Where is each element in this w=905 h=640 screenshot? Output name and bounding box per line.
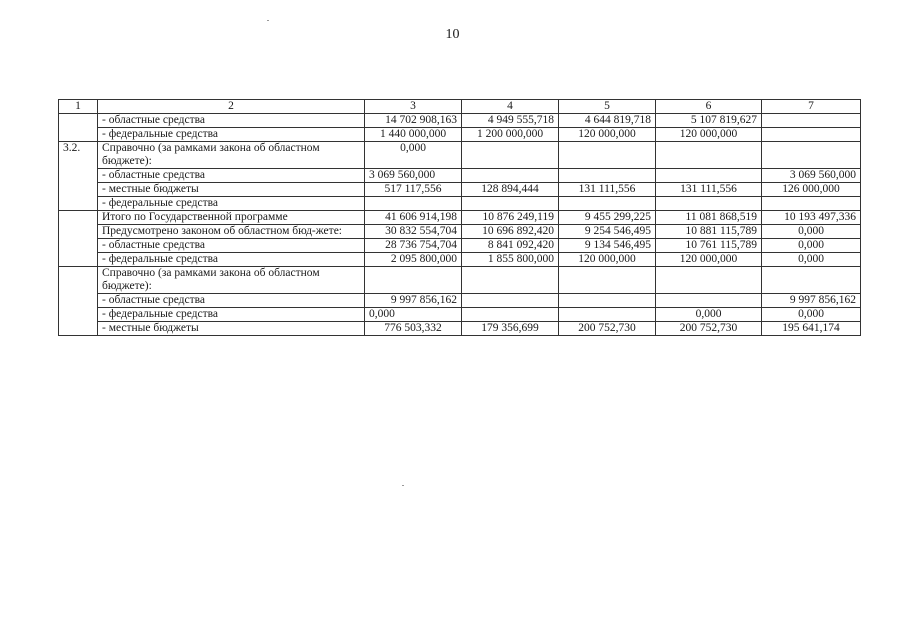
cell-c7: 0,000 bbox=[762, 225, 861, 239]
row-label: Предусмотрено законом об областном бюд-жете: bbox=[98, 225, 365, 239]
cell-c5: 9 134 546,495 bbox=[559, 239, 656, 253]
cell-c4: 128 894,444 bbox=[462, 183, 559, 197]
header-cell-6: 6 bbox=[656, 100, 762, 114]
cell-c4: 4 949 555,718 bbox=[462, 114, 559, 128]
cell-c3: 14 702 908,163 bbox=[365, 114, 462, 128]
table-row bbox=[59, 211, 861, 225]
header-cell-2: 2 bbox=[98, 100, 365, 114]
cell-c4 bbox=[462, 142, 559, 169]
budget-table bbox=[58, 99, 861, 336]
table-row bbox=[59, 253, 861, 267]
cell-c6: 10 761 115,789 bbox=[656, 239, 762, 253]
table-row bbox=[59, 322, 861, 336]
cell-c4: 8 841 092,420 bbox=[462, 239, 559, 253]
header-cell-5: 5 bbox=[559, 100, 656, 114]
table-row bbox=[59, 267, 861, 294]
cell-c5: 120 000,000 bbox=[559, 128, 656, 142]
cell-c5 bbox=[559, 197, 656, 211]
cell-c5: 131 111,556 bbox=[559, 183, 656, 197]
cell-c4: 1 855 800,000 bbox=[462, 253, 559, 267]
cell-c7: 0,000 bbox=[762, 239, 861, 253]
cell-c7: 3 069 560,000 bbox=[762, 169, 861, 183]
cell-c5: 4 644 819,718 bbox=[559, 114, 656, 128]
page-number: 10 bbox=[445, 27, 460, 42]
cell-c6: 5 107 819,627 bbox=[656, 114, 762, 128]
header-cell-1: 1 bbox=[59, 100, 98, 114]
table-header-row bbox=[59, 100, 861, 114]
row-label: - федеральные средства bbox=[98, 128, 365, 142]
row-label: - областные средства bbox=[98, 169, 365, 183]
cell-c5 bbox=[559, 267, 656, 294]
row-label: Справочно (за рамками закона об областном бюджете): bbox=[98, 142, 365, 169]
cell-c6: 200 752,730 bbox=[656, 322, 762, 336]
cell-c7: 9 997 856,162 bbox=[762, 294, 861, 308]
cell-c6 bbox=[656, 267, 762, 294]
cell-c7: 10 193 497,336 bbox=[762, 211, 861, 225]
table-row bbox=[59, 308, 861, 322]
cell-c7 bbox=[762, 128, 861, 142]
cell-c4 bbox=[462, 308, 559, 322]
cell-c3: 0,000 bbox=[365, 142, 462, 169]
cell-c4 bbox=[462, 294, 559, 308]
cell-c6: 131 111,556 bbox=[656, 183, 762, 197]
row-index bbox=[59, 267, 98, 336]
cell-c7: 0,000 bbox=[762, 253, 861, 267]
cell-c3: 776 503,332 bbox=[365, 322, 462, 336]
cell-c3: 28 736 754,704 bbox=[365, 239, 462, 253]
cell-c5: 9 254 546,495 bbox=[559, 225, 656, 239]
cell-c3 bbox=[365, 197, 462, 211]
cell-c7: 126 000,000 bbox=[762, 183, 861, 197]
scan-speck bbox=[402, 485, 404, 486]
cell-c3: 0,000 bbox=[365, 308, 462, 322]
table-row bbox=[59, 114, 861, 128]
scan-speck bbox=[267, 20, 269, 21]
cell-c4: 10 696 892,420 bbox=[462, 225, 559, 239]
row-label: - областные средства bbox=[98, 294, 365, 308]
row-label: - областные средства bbox=[98, 239, 365, 253]
cell-c5 bbox=[559, 308, 656, 322]
table-row bbox=[59, 142, 861, 169]
row-label: - федеральные средства bbox=[98, 197, 365, 211]
row-index bbox=[59, 211, 98, 267]
cell-c5 bbox=[559, 294, 656, 308]
table-row bbox=[59, 169, 861, 183]
cell-c6: 120 000,000 bbox=[656, 128, 762, 142]
cell-c4: 1 200 000,000 bbox=[462, 128, 559, 142]
cell-c7 bbox=[762, 114, 861, 128]
cell-c6: 11 081 868,519 bbox=[656, 211, 762, 225]
cell-c6: 120 000,000 bbox=[656, 253, 762, 267]
row-label: Итого по Государственной программе bbox=[98, 211, 365, 225]
table-row bbox=[59, 183, 861, 197]
cell-c7 bbox=[762, 197, 861, 211]
cell-c7 bbox=[762, 267, 861, 294]
cell-c5: 200 752,730 bbox=[559, 322, 656, 336]
cell-c7: 0,000 bbox=[762, 308, 861, 322]
cell-c4: 179 356,699 bbox=[462, 322, 559, 336]
row-label: - федеральные средства bbox=[98, 253, 365, 267]
cell-c3: 3 069 560,000 bbox=[365, 169, 462, 183]
cell-c4 bbox=[462, 169, 559, 183]
cell-c5: 120 000,000 bbox=[559, 253, 656, 267]
cell-c5 bbox=[559, 142, 656, 169]
row-label: - местные бюджеты bbox=[98, 183, 365, 197]
cell-c6 bbox=[656, 142, 762, 169]
row-label: - местные бюджеты bbox=[98, 322, 365, 336]
row-label: - областные средства bbox=[98, 114, 365, 128]
cell-c6: 0,000 bbox=[656, 308, 762, 322]
cell-c3: 41 606 914,198 bbox=[365, 211, 462, 225]
cell-c4: 10 876 249,119 bbox=[462, 211, 559, 225]
table-row bbox=[59, 225, 861, 239]
row-label: Справочно (за рамками закона об областном бюджете): bbox=[98, 267, 365, 294]
cell-c6 bbox=[656, 294, 762, 308]
cell-c7 bbox=[762, 142, 861, 169]
row-label: - федеральные средства bbox=[98, 308, 365, 322]
cell-c6: 10 881 115,789 bbox=[656, 225, 762, 239]
header-cell-7: 7 bbox=[762, 100, 861, 114]
header-cell-3: 3 bbox=[365, 100, 462, 114]
cell-c6 bbox=[656, 197, 762, 211]
table-row bbox=[59, 294, 861, 308]
cell-c3: 517 117,556 bbox=[365, 183, 462, 197]
cell-c5 bbox=[559, 169, 656, 183]
cell-c3 bbox=[365, 267, 462, 294]
cell-c4 bbox=[462, 267, 559, 294]
cell-c5: 9 455 299,225 bbox=[559, 211, 656, 225]
cell-c4 bbox=[462, 197, 559, 211]
table-row bbox=[59, 128, 861, 142]
row-index: 3.2. bbox=[59, 142, 98, 211]
cell-c7: 195 641,174 bbox=[762, 322, 861, 336]
cell-c3: 30 832 554,704 bbox=[365, 225, 462, 239]
header-cell-4: 4 bbox=[462, 100, 559, 114]
cell-c3: 1 440 000,000 bbox=[365, 128, 462, 142]
table-row bbox=[59, 239, 861, 253]
cell-c3: 2 095 800,000 bbox=[365, 253, 462, 267]
cell-c6 bbox=[656, 169, 762, 183]
table-row bbox=[59, 197, 861, 211]
row-index bbox=[59, 114, 98, 142]
cell-c3: 9 997 856,162 bbox=[365, 294, 462, 308]
